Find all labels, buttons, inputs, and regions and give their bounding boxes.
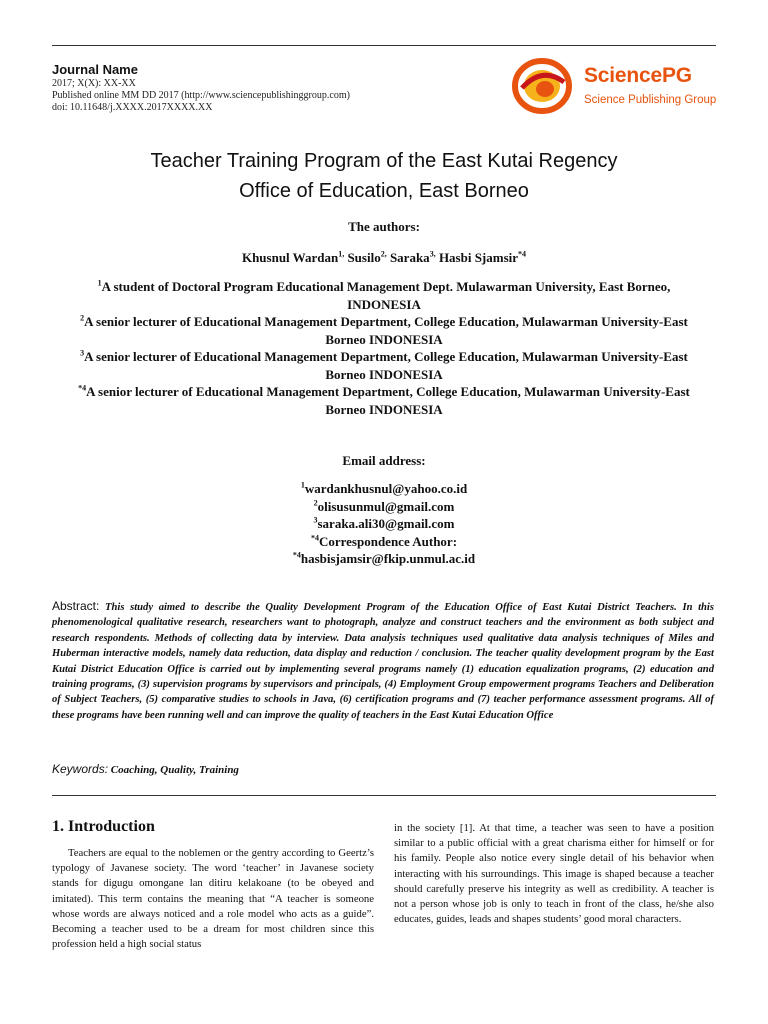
- email-address[interactable]: wardankhusnul@yahoo.co.id: [304, 481, 468, 496]
- email-mark: *4: [292, 550, 301, 560]
- author-mark: *4: [518, 249, 527, 259]
- author-mark: 3,: [429, 249, 436, 259]
- doi: doi: 10.11648/j.XXXX.2017XXXX.XX: [52, 102, 213, 113]
- email-item: [40, 480, 728, 498]
- email-address[interactable]: saraka.ali30@gmail.com: [317, 516, 455, 531]
- author-name: Khusnul Wardan: [241, 250, 339, 265]
- affiliation-mark: *4: [78, 383, 87, 393]
- author-name: Saraka: [386, 250, 430, 265]
- section-heading: 1. Introduction: [52, 818, 155, 835]
- body-paragraph: Teachers are equal to the noblemen or the gentry according to Geertz’s typology of Javanese society. The word ‘teacher’ in Javanese society stands for digugu omongane lan ditiru kelakoane (to be obeyed and imitated). This term contains the meaning that “A teacher is someone whose words are always noticed and a role model who acts as a guide”. Becoming a teacher used to be a dream for most children since this profession held a high social status: [52, 847, 374, 951]
- email-address[interactable]: olisusunmul@gmail.com: [317, 498, 455, 514]
- journal-header: [52, 62, 472, 114]
- publisher-logo: [512, 58, 722, 114]
- authors-line: [40, 250, 728, 266]
- email-mark: 2: [313, 498, 318, 508]
- journal-issue: 2017; X(X): XX-XX: [52, 78, 136, 89]
- logo-name: SciencePG: [584, 64, 692, 87]
- top-divider: [52, 45, 716, 46]
- email-item: [40, 498, 728, 516]
- email-item: [40, 533, 728, 551]
- email-item: [40, 550, 728, 568]
- affiliations: [60, 278, 708, 418]
- paper-title: [40, 146, 728, 206]
- abstract-text: This study aimed to describe the Quality Development Program of the Education Office of East Kutai District Teachers. In this phenomenological qualitative research, researchers want to photograph, analyze and construct teachers and the environment as both subject and research respondents. Methods of collecting data by interview. Data analysis techniques used qualitative data analysis techniques of Miles and Huberman interactive models, namely data reduction, data display and reduction / conclusion. The teacher quality development program by the East Kutai District Education Office is carried out by implementing several programs namely (1) education equalization programs, (2) education and training programs, (3) supervision programs by supervisors and principals, (4) Employment Group empowerment programs Teachers and Deliberation of Subject Teachers, (5) comparative studies to schools in Java, (6) certification programs and (7) teacher performance assessment programs. All of these programs have been running well and can improve the quality of teachers in the East Kutai Education Office: [52, 602, 715, 721]
- affiliation-text: A senior lecturer of Educational Management Department, College Education, Mulawarman University-East Borneo INDONESIA: [84, 349, 688, 382]
- affiliation: [60, 278, 708, 313]
- affiliation-text: A senior lecturer of Educational Management Department, College Education, Mulawarman University-East Borneo INDONESIA: [86, 384, 690, 417]
- abstract: [52, 599, 714, 723]
- affiliation-mark: 1: [97, 278, 102, 288]
- affiliation-text: A senior lecturer of Educational Management Department, College Education, Mulawarman University-East Borneo INDONESIA: [84, 314, 688, 347]
- keywords-text: Coaching, Quality, Training: [110, 764, 239, 776]
- affiliation: [60, 313, 708, 348]
- body-paragraph: in the society [1]. At that time, a teacher was seen to have a position similar to a public official with a great charisma either for himself or for his family. People also notice every single detail of his behavior when interacting with his surroundings. This image is shaped because a teacher should carefully preserve his integrity as well as credibility. A teacher is not a person whose job is only to teach in front of the class, he/she also educates, guides, leads and shapes students’ good moral characters.: [394, 822, 714, 926]
- title-line-1: Teacher Training Program of the East Kutai Regency: [150, 150, 618, 172]
- published-online: Published online MM DD 2017 (http://www.sciencepublishinggroup.com): [52, 90, 350, 101]
- keywords-label: Keywords:: [52, 762, 109, 776]
- email-mark: 1: [300, 480, 305, 490]
- author-mark: 2,: [380, 249, 387, 259]
- email-label: Email address:: [342, 453, 426, 468]
- affiliation: [60, 348, 708, 383]
- email-mark: *4: [310, 533, 319, 543]
- affiliation-mark: 2: [80, 313, 85, 323]
- affiliation: [60, 383, 708, 418]
- right-column: [394, 821, 714, 927]
- email-mark: 3: [313, 515, 318, 525]
- logo-subtitle: Science Publishing Group: [584, 94, 717, 106]
- authors-label: The authors:: [348, 219, 420, 234]
- title-line-2: Office of Education, East Borneo: [239, 180, 529, 202]
- author-name: Susilo: [344, 250, 381, 265]
- email-address[interactable]: hasbisjamsir@fkip.unmul.ac.id: [300, 551, 476, 566]
- left-column: [52, 818, 374, 952]
- sciencepg-logo-icon: [512, 58, 576, 114]
- author-mark: 1,: [338, 249, 345, 259]
- email-list: [40, 480, 728, 568]
- author-name: Hasbi Sjamsir: [435, 250, 519, 265]
- keywords: [52, 762, 714, 776]
- email-item: [40, 515, 728, 533]
- affiliation-text: A student of Doctoral Program Educational Management Dept. Mulawarman University, East Borneo, INDONESIA: [101, 279, 671, 312]
- section-divider: [52, 795, 716, 796]
- affiliation-mark: 3: [80, 348, 85, 358]
- abstract-label: Abstract:: [52, 599, 100, 613]
- journal-name: Journal Name: [52, 62, 138, 77]
- correspondence-label: Correspondence Author:: [318, 533, 458, 549]
